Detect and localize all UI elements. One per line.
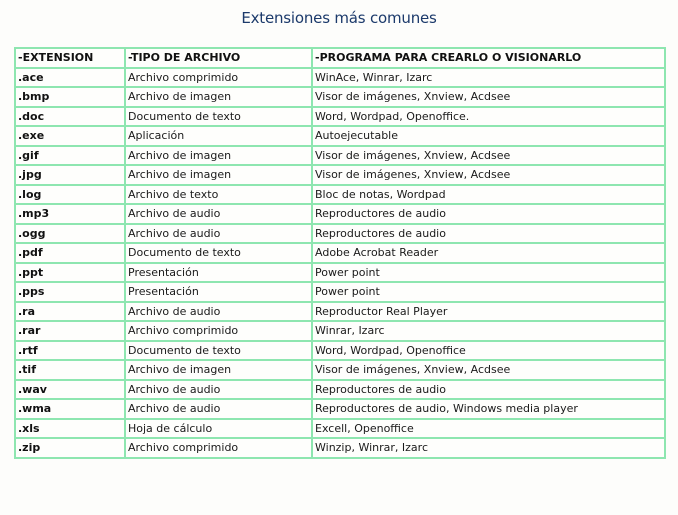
table-row	[15, 321, 665, 341]
program-cell: Visor de imágenes, Xnview, Acdsee	[312, 360, 665, 380]
file-type-cell: Archivo de imagen	[125, 87, 312, 107]
table-row	[15, 341, 665, 361]
table-row	[15, 360, 665, 380]
table-row	[15, 263, 665, 283]
program-cell: Excell, Openoffice	[312, 419, 665, 439]
extension-cell: .wav	[15, 380, 125, 400]
extension-cell: .rtf	[15, 341, 125, 361]
header-extension: -EXTENSION	[15, 48, 125, 68]
extension-cell: .ace	[15, 68, 125, 88]
extension-cell: .jpg	[15, 165, 125, 185]
table-row	[15, 185, 665, 205]
program-cell: Visor de imágenes, Xnview, Acdsee	[312, 87, 665, 107]
extension-cell: .exe	[15, 126, 125, 146]
file-type-cell: Archivo de texto	[125, 185, 312, 205]
table-row	[15, 282, 665, 302]
file-type-cell: Presentación	[125, 263, 312, 283]
file-type-cell: Documento de texto	[125, 341, 312, 361]
program-cell: Reproductor Real Player	[312, 302, 665, 322]
program-cell: Reproductores de audio, Windows media player	[312, 399, 665, 419]
table-row	[15, 399, 665, 419]
file-type-cell: Archivo de imagen	[125, 360, 312, 380]
table-row	[15, 146, 665, 166]
program-cell: Power point	[312, 263, 665, 283]
table-row	[15, 107, 665, 127]
extension-cell: .gif	[15, 146, 125, 166]
extension-cell: .log	[15, 185, 125, 205]
file-type-cell: Aplicación	[125, 126, 312, 146]
file-type-cell: Documento de texto	[125, 107, 312, 127]
program-cell: Autoejecutable	[312, 126, 665, 146]
program-cell: Winzip, Winrar, Izarc	[312, 438, 665, 458]
file-type-cell: Archivo de imagen	[125, 146, 312, 166]
page-title: Extensiones más comunes	[241, 9, 437, 27]
table-row	[15, 419, 665, 439]
program-cell: Power point	[312, 282, 665, 302]
file-type-cell: Archivo comprimido	[125, 68, 312, 88]
table-row	[15, 204, 665, 224]
program-cell: Word, Wordpad, Openoffice	[312, 341, 665, 361]
table-row	[15, 126, 665, 146]
program-cell: WinAce, Winrar, Izarc	[312, 68, 665, 88]
extension-cell: .ogg	[15, 224, 125, 244]
file-type-cell: Archivo de audio	[125, 380, 312, 400]
file-type-cell: Archivo de audio	[125, 224, 312, 244]
extension-cell: .wma	[15, 399, 125, 419]
file-type-cell: Documento de texto	[125, 243, 312, 263]
extension-cell: .ppt	[15, 263, 125, 283]
table-row	[15, 68, 665, 88]
extension-cell: .doc	[15, 107, 125, 127]
table-row	[15, 87, 665, 107]
program-cell: Adobe Acrobat Reader	[312, 243, 665, 263]
extension-cell: .bmp	[15, 87, 125, 107]
extension-cell: .pdf	[15, 243, 125, 263]
table-row	[15, 380, 665, 400]
program-cell: Winrar, Izarc	[312, 321, 665, 341]
table-row	[15, 224, 665, 244]
header-program: -PROGRAMA PARA CREARLO O VISIONARLO	[312, 48, 665, 68]
extension-cell: .zip	[15, 438, 125, 458]
program-cell: Reproductores de audio	[312, 380, 665, 400]
extension-cell: .rar	[15, 321, 125, 341]
program-cell: Word, Wordpad, Openoffice.	[312, 107, 665, 127]
table-header-row	[15, 48, 665, 68]
file-type-cell: Archivo comprimido	[125, 321, 312, 341]
table-row	[15, 243, 665, 263]
file-type-cell: Presentación	[125, 282, 312, 302]
program-cell: Reproductores de audio	[312, 204, 665, 224]
file-type-cell: Archivo de audio	[125, 399, 312, 419]
file-type-cell: Archivo de imagen	[125, 165, 312, 185]
table-row	[15, 438, 665, 458]
extensions-table	[14, 47, 666, 459]
program-cell: Bloc de notas, Wordpad	[312, 185, 665, 205]
file-type-cell: Hoja de cálculo	[125, 419, 312, 439]
program-cell: Visor de imágenes, Xnview, Acdsee	[312, 146, 665, 166]
extension-cell: .pps	[15, 282, 125, 302]
extension-cell: .mp3	[15, 204, 125, 224]
file-type-cell: Archivo de audio	[125, 302, 312, 322]
program-cell: Reproductores de audio	[312, 224, 665, 244]
program-cell: Visor de imágenes, Xnview, Acdsee	[312, 165, 665, 185]
table-row	[15, 302, 665, 322]
header-file-type: -TIPO DE ARCHIVO	[125, 48, 312, 68]
file-type-cell: Archivo comprimido	[125, 438, 312, 458]
extension-cell: .tif	[15, 360, 125, 380]
table-row	[15, 165, 665, 185]
extension-cell: .ra	[15, 302, 125, 322]
extension-cell: .xls	[15, 419, 125, 439]
file-type-cell: Archivo de audio	[125, 204, 312, 224]
